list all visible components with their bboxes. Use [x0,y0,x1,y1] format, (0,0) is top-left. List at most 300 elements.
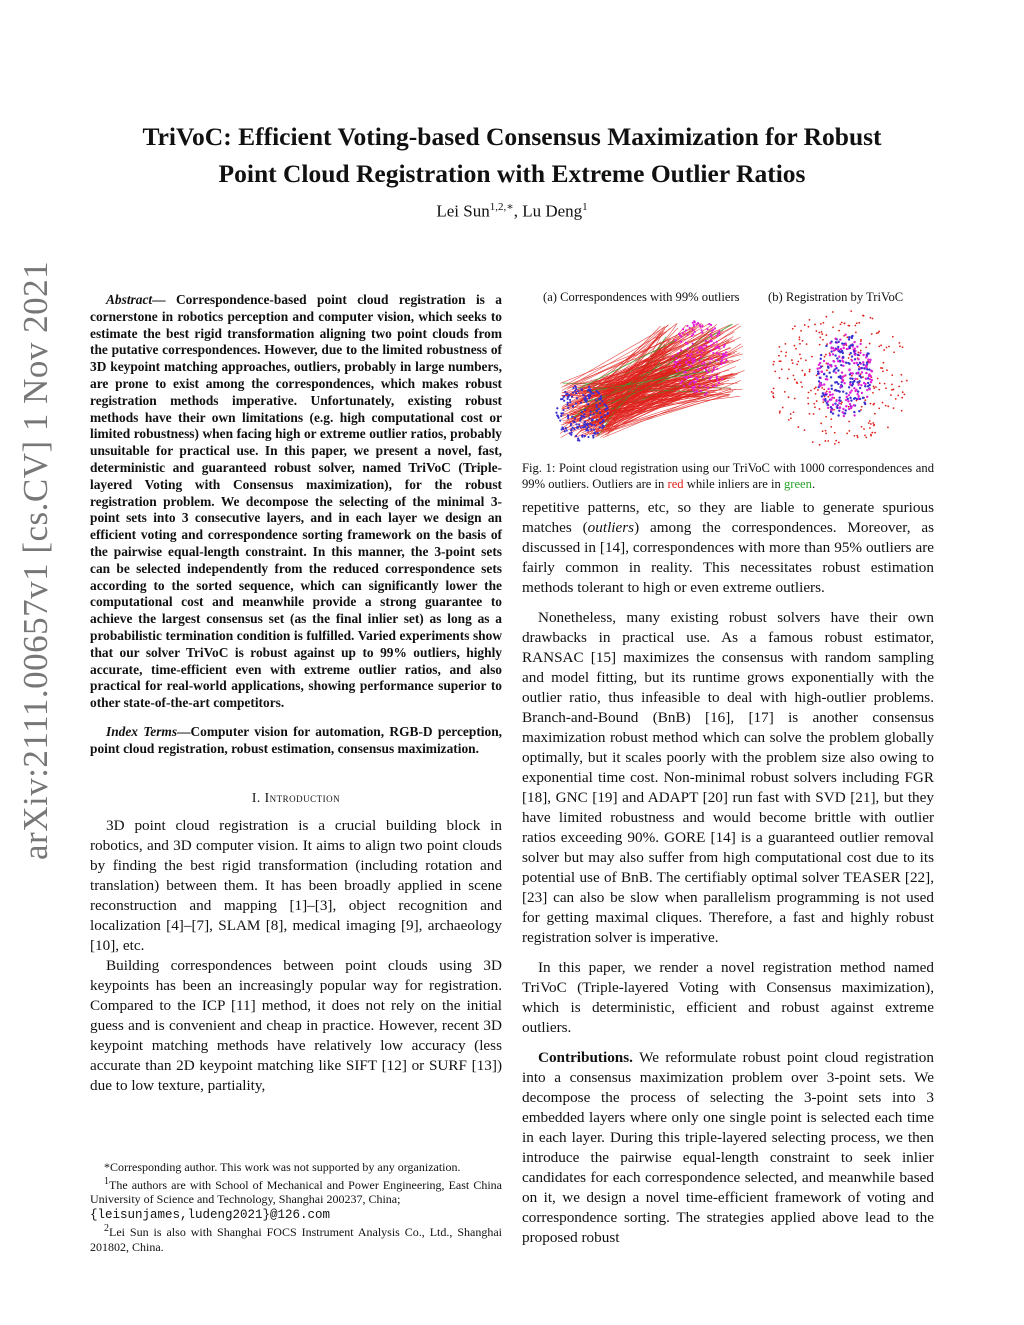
source-point [585,429,587,431]
outlier-point [893,351,895,353]
outlier-point [858,366,860,368]
target-point [676,370,678,372]
target-point [717,333,719,335]
outlier-point [878,345,880,347]
source-point [586,399,588,401]
target-point [691,335,693,337]
registered-point [819,367,821,369]
source-point [592,435,594,437]
registered-point [848,338,850,340]
target-point [693,391,695,393]
registered-point [826,404,828,406]
outlier-point [827,440,829,442]
outlier-point [778,355,780,357]
outlier-point [825,354,827,356]
outlier-point [788,419,790,421]
outlier-point [799,353,801,355]
source-point [570,429,572,431]
registered-point [830,398,832,400]
target-point [677,352,679,354]
source-point [573,428,575,430]
source-point [595,404,597,406]
registered-point [853,341,855,343]
outlier-point [780,351,782,353]
source-point [571,416,573,418]
intro-paragraph-2: Building correspondences between point clouds using 3D keypoints has been an increasingly popular way for registration. Compared to the ICP [11] method, it does not rely on the initial guess and is convenient and cheap in practice. However, recent 3D keypoint matching methods have relatively low accuracy (less accurate than 2D keypoint matching like SIFT [12] or SURF [13]) due to low texture, partiality, [90,956,502,1094]
source-point [571,432,573,434]
outlier-point [819,336,821,338]
registered-point [849,403,851,405]
target-point [703,344,705,346]
outlier-point [884,383,886,385]
registered-point [853,387,855,389]
target-point [689,327,691,329]
registered-point [825,394,827,396]
registered-point [830,411,832,413]
target-point [675,357,677,359]
outlier-point [864,399,866,401]
registered-point [834,402,836,404]
target-point [705,345,707,347]
outlier-point [807,397,809,399]
registered-point [838,396,840,398]
registered-point [825,378,827,380]
target-point [692,322,694,324]
outlier-point [771,391,773,393]
source-point [587,403,589,405]
registered-point [830,409,832,411]
target-point [703,385,705,387]
registered-point [830,384,832,386]
source-point [580,415,582,417]
outlier-point [892,336,894,338]
source-point [579,420,581,422]
outlier-point [819,444,821,446]
registered-point [857,390,859,392]
target-point [685,342,687,344]
registered-point [869,388,871,390]
registered-point [851,337,853,339]
target-point [672,355,674,357]
panel-b-registration [771,310,908,446]
target-point [680,382,682,384]
source-point [607,412,609,414]
outlier-point [893,389,895,391]
registered-point [825,375,827,377]
source-point [572,387,574,389]
figure-images [540,288,930,453]
source-point [555,412,557,414]
target-point [710,335,712,337]
outlier-point [785,355,787,357]
outlier-point [895,398,897,400]
registered-point [863,382,865,384]
source-point [584,421,586,423]
registered-point [834,349,836,351]
registered-point [837,390,839,392]
outlier-point [819,344,821,346]
outlier-point [785,343,787,345]
outlier-point [821,333,823,335]
source-point [568,394,570,396]
arxiv-stamp: arXiv:2111.00657v1 [cs.CV] 1 Nov 2021 [16,260,55,860]
registered-point [830,350,832,352]
target-point [712,329,714,331]
outlier-point [804,429,806,431]
outlier-point [871,333,873,335]
target-point [705,340,707,342]
registered-point [824,398,826,400]
registered-point [848,336,850,338]
outlier-point [814,388,816,390]
panel-a-correspondences [555,320,744,442]
subcaption-a: (a) Correspondences with 99% outliers [543,290,740,304]
target-point [692,329,694,331]
target-point [701,363,703,365]
outlier-point [878,330,880,332]
outlier-point [891,383,893,385]
source-point [577,390,579,392]
registered-point [823,360,825,362]
abstract-text: Correspondence-based point cloud registration is a cornerstone in robotics perception and computer vision, which seeks to estimate the best rigid transformation aligning two point clouds from the putative correspondences. However, due to the limited robustness of 3D keypoint matching approaches, outliers, probably in large numbers, are prone to exist among the correspondences, which makes robust registration methods imperative. Unfortunately, existing robust methods have their own limitations (e.g. high computational cost or limited robustness) when facing high or extreme outlier ratios, probably unsuitable for practical use. In this paper, we present a novel, fast, deterministic and guaranteed robust solver, named TriVoC (Triple-layered Voting with Consensus maximization), for the robust registration problem. We decompose the selecting of the minimal 3-point sets into 3 consecutive layers, and in each layer we design an efficient voting and correspondence sorting framework on the basis of the pairwise equal-length constraint. In this manner, the 3-point sets can be selected independently from the reduced correspondence sets according to the sorted sequence, which can significantly lower the computational cost and meanwhile provide a strong guarantee to achieve the largest consensus set (as the final inlier set) as long as a probabilistic termination condition is fulfilled. Varied experiments show that our solver TriVoC is robust against up to 99% outliers, highly accurate, time-efficient even with extreme outlier ratios, and also practical for real-world applications, showing performance superior to other state-of-the-art competitors. [90,292,502,711]
registered-point [839,400,841,402]
outlier-point [848,406,850,408]
outlier-point [788,368,790,370]
source-point [572,405,574,407]
target-point [680,335,682,337]
registered-point [857,364,859,366]
registered-point [865,365,867,367]
registered-point [860,384,862,386]
registered-point [867,382,869,384]
outlier-point [799,336,801,338]
source-point [599,412,601,414]
source-point [602,424,604,426]
source-point [564,430,566,432]
target-point [680,341,682,343]
outlier-point [901,397,903,399]
registered-point [843,415,845,417]
registered-point [832,404,834,406]
outlier-point [825,430,827,432]
registered-point [858,395,860,397]
index-terms: Index Terms—Computer vision for automation, RGB-D perception, point cloud registration, robust estimation, consensus maximization. [90,723,502,756]
registered-point [867,358,869,360]
outlier-point [779,377,781,379]
registered-point [836,407,838,409]
source-point [559,419,561,421]
registered-point [850,352,852,354]
outlier-point [870,434,872,436]
figure-caption: Fig. 1: Point cloud registration using our TriVoC with 1000 correspondences and 99% outliers. Outliers are in red while inliers are in green. [522,461,934,491]
outlier-point [814,324,816,326]
outlier-point [790,413,792,415]
outlier-point [901,410,903,412]
target-point [701,325,703,327]
registered-point [827,407,829,409]
outlier-point [779,412,781,414]
source-point [599,402,601,404]
outlier-point [882,362,884,364]
outlier-point [848,421,850,423]
target-point [683,385,685,387]
source-point [562,396,564,398]
outlier-point [825,316,827,318]
registered-point [859,387,861,389]
target-point [700,390,702,392]
target-point [692,389,694,391]
target-point [720,363,722,365]
outlier-point [869,427,871,429]
footnote-affiliation-1: $^1$The authors are with School of Mechanical and Power Engineering, East China University of Science and Technology, Shanghai 200237, China; {leisunjames,ludeng2021}@126.com [90,1175,502,1222]
source-point [601,421,603,423]
outlier-point [822,322,824,324]
target-point [685,329,687,331]
outlier-point [865,437,867,439]
outlier-point [887,427,889,429]
outlier-point [808,326,810,328]
index-terms-label: Index Terms [106,723,178,739]
outlier-point [848,430,850,432]
outlier-point [870,423,872,425]
author-1: Lei Sun [436,201,490,221]
outlier-point [871,432,873,434]
target-point [674,361,676,363]
source-point [575,392,577,394]
registered-point [830,347,832,349]
outlier-point [773,361,775,363]
registered-point [863,367,865,369]
right-column [522,498,934,1248]
target-point [675,339,677,341]
source-point [566,393,568,395]
target-point [700,355,702,357]
source-point [572,392,574,394]
registered-point [851,378,853,380]
outlier-point [791,359,793,361]
registered-point [856,345,858,347]
source-point [605,405,607,407]
left-column [90,292,502,1096]
registered-point [848,408,850,410]
outlier-point [890,394,892,396]
registered-point [843,344,845,346]
target-point [681,380,683,382]
target-point [721,378,723,380]
registered-point [838,410,840,412]
target-point [692,343,694,345]
registered-point [821,395,823,397]
registered-point [853,350,855,352]
outlier-point [821,331,823,333]
source-point [585,396,587,398]
target-point [725,351,727,353]
registered-point [834,381,836,383]
target-point [715,385,717,387]
source-point [569,401,571,403]
registered-point [848,368,850,370]
target-point [680,349,682,351]
registered-point [841,380,843,382]
target-point [712,352,714,354]
target-point [696,351,698,353]
outlier-point [826,391,828,393]
registered-point [849,397,851,399]
outlier-point [824,440,826,442]
outlier-point [869,343,871,345]
registered-point [823,373,825,375]
source-point [598,408,600,410]
title-line-2: Point Cloud Registration with Extreme Outlier Ratios [218,159,806,188]
outlier-point [804,324,806,326]
outlier-point [816,400,818,402]
target-point [706,328,708,330]
outlier-point [838,442,840,444]
outlier-point [772,364,774,366]
outlier-point [822,430,824,432]
outlier-point [873,387,875,389]
source-point [587,429,589,431]
target-point [690,376,692,378]
right-paragraph-1: repetitive patterns, etc, so they are liable to generate spurious matches (outliers) among the correspondences. Moreover, as discussed in [14], correspondences with more than 95% outliers are fairly common in reality. This necessitates robust estimation methods tolerant to high or even extreme outliers. [522,499,934,596]
outlier-point [861,406,863,408]
outlier-point [881,367,883,369]
outlier-point [826,369,828,371]
source-point [567,407,569,409]
intro-paragraph-1: 3D point cloud registration is a crucial building block in robotics, and 3D computer vision. It aims to align two point clouds by finding the best rigid transformation (including rotation and translation) between them. It has been broadly applied in scene reconstruction and mapping [1]–[3], object recognition and localization [4]–[7], SLAM [8], medical imaging [9], archaeology [10], etc. [90,816,502,954]
outlier-point [860,340,862,342]
registered-point [837,414,839,416]
outlier-point [846,336,848,338]
outlier-point [883,349,885,351]
source-point [575,435,577,437]
outlier-point [784,391,786,393]
outlier-point [797,426,799,428]
registered-point [827,400,829,402]
target-point [679,369,681,371]
outlier-point [878,407,880,409]
target-point [679,364,681,366]
outlier-point [835,440,837,442]
outlier-point [850,310,852,312]
source-point [575,386,577,388]
registered-point [839,338,841,340]
registered-point [870,369,872,371]
outlier-point [804,373,806,375]
target-point [693,325,695,327]
source-point [589,414,591,416]
registered-point [837,369,839,371]
registered-point [857,358,859,360]
outlier-point [794,345,796,347]
registered-point [842,390,844,392]
registered-point [835,341,837,343]
source-point [575,388,577,390]
outlier-point [873,386,875,388]
outlier-point [840,323,842,325]
source-point [587,426,589,428]
outlier-point [838,330,840,332]
registered-point [838,376,840,378]
outlier-point [793,375,795,377]
outlier-point [808,392,810,394]
outlier-point [809,371,811,373]
registered-point [821,371,823,373]
target-point [687,364,689,366]
registered-point [870,381,872,383]
registered-point [859,352,861,354]
registered-point [822,392,824,394]
registered-point [827,363,829,365]
registered-point [867,377,869,379]
registered-point [866,368,868,370]
source-point [591,418,593,420]
target-point [710,344,712,346]
outlier-point [799,343,801,345]
target-point [695,389,697,391]
outlier-point [897,395,899,397]
registered-point [862,397,864,399]
outlier-point [822,401,824,403]
registered-point [835,371,837,373]
outlier-point [868,422,870,424]
target-point [718,353,720,355]
source-point [563,400,565,402]
registered-point [853,362,855,364]
source-point [587,436,589,438]
target-point [703,349,705,351]
source-point [590,429,592,431]
outlier-point [861,426,863,428]
registered-point [836,404,838,406]
registered-point [835,367,837,369]
target-point [699,348,701,350]
registered-point [837,349,839,351]
target-point [716,377,718,379]
registered-point [838,402,840,404]
source-point [586,424,588,426]
registered-point [832,393,834,395]
registered-point [831,397,833,399]
source-point [575,402,577,404]
registered-point [845,399,847,401]
registered-point [843,347,845,349]
target-point [698,359,700,361]
registered-point [853,411,855,413]
source-point [584,399,586,401]
source-point [589,423,591,425]
subcaption-b: (b) Registration by TriVoC [768,290,904,304]
registered-point [837,360,839,362]
outlier-point [800,330,802,332]
registered-point [833,360,835,362]
source-point [581,411,583,413]
target-point [692,362,694,364]
registered-point [844,333,846,335]
source-point [584,409,586,411]
outlier-point [796,364,798,366]
target-point [720,361,722,363]
source-point [558,417,560,419]
target-point [722,354,724,356]
outlier-point [846,433,848,435]
source-point [593,429,595,431]
target-point [711,370,713,372]
registered-point [848,394,850,396]
registered-point [849,381,851,383]
registered-point [858,380,860,382]
outlier-point [878,389,880,391]
